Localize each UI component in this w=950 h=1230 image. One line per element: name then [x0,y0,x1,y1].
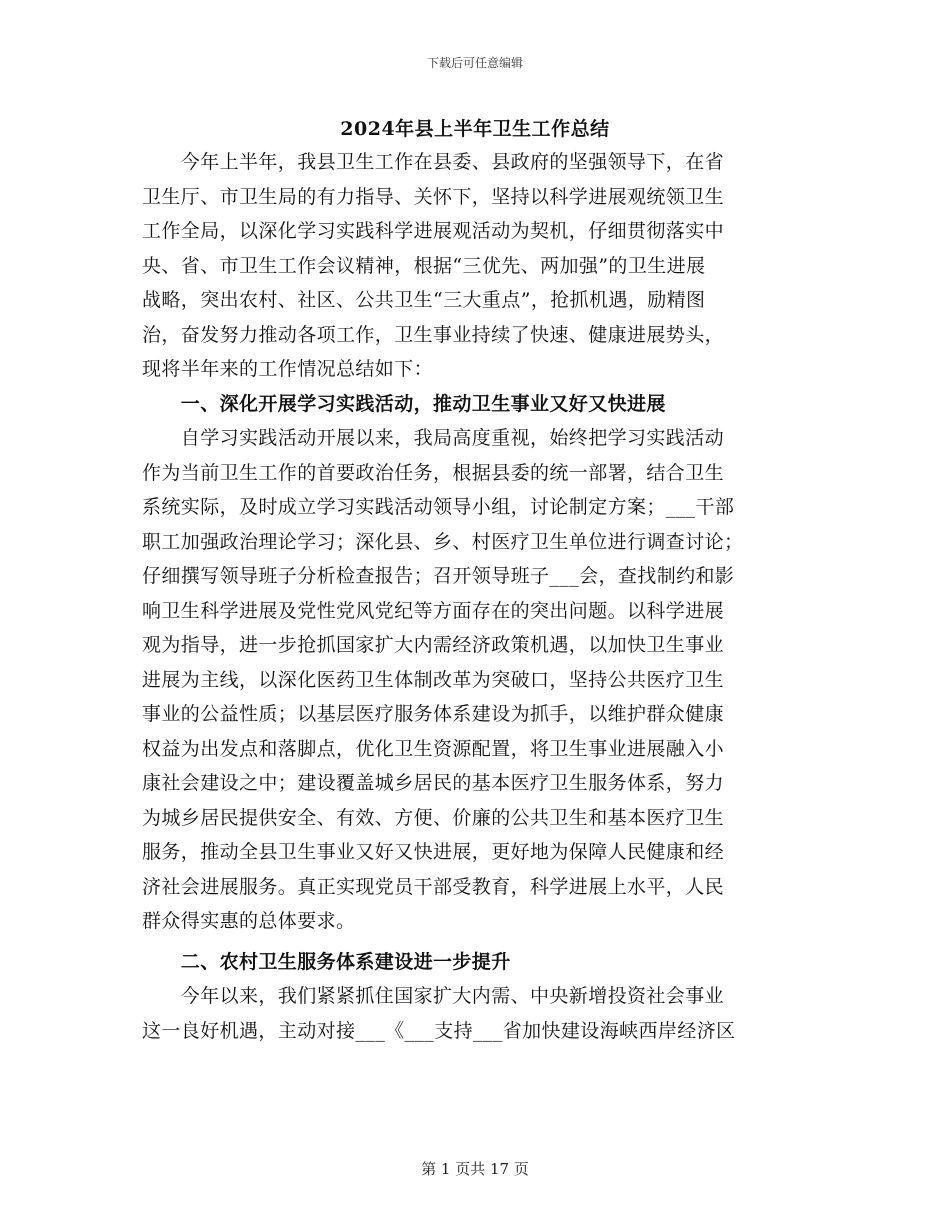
body-line: 观为指导，进一步抢抓国家扩大内需经济政策机遇，以加快卫生事业 [142,634,725,656]
body-line: 治，奋发努力推动各项工作，卫生事业持续了快速、健康进展势头， [142,323,725,346]
body-line: 这一良好机遇，主动对接___《___支持___省加快建设海峡西岸经济区 [142,1019,736,1042]
body-line: 为城乡居民提供安全、有效、方便、价廉的公共卫生和基本医疗卫生 [142,806,725,829]
body-line: 进展为主线，以深化医药卫生体制改革为突破口，坚持公共医疗卫生 [142,668,725,691]
body-line: 自学习实践活动开展以来，我局高度重视，始终把学习实践活动 [142,427,725,449]
body-line: 职工加强政治理论学习；深化县、乡、村医疗卫生单位进行调查讨论； [142,530,744,553]
document-body [142,145,808,1048]
body-line: 仔细撰写领导班子分析检查报告；召开领导班子___会，查找制约和影 [142,565,735,587]
body-line: 济社会进展服务。真正实现党员干部受教育，科学进展上水平，人民 [142,875,725,898]
body-line: 群众得实惠的总体要求。 [142,910,356,932]
section-heading-2: 二、农村卫生服务体系建设进一步提升 [142,950,511,973]
section-heading-1: 一、深化开展学习实践活动，推动卫生事业又好又快进展 [142,392,666,415]
page-footer: 第 1 页共 17 页 [421,1160,529,1178]
body-line: 今年上半年，我县卫生工作在县委、县政府的坚强领导下，在省 [142,151,725,173]
body-line: 康社会建设之中；建设覆盖城乡居民的基本医疗卫生服务体系，努力 [142,772,725,794]
body-line: 作为当前卫生工作的首要政治任务，根据县委的统一部署，结合卫生 [142,461,725,484]
body-line: 今年以来，我们紧紧抓住国家扩大内需、中央新增投资社会事业 [142,985,725,1007]
body-line: 工作全局，以深化学习实践科学进展观活动为契机，仔细贯彻落实中 [142,220,725,242]
body-line: 卫生厅、市卫生局的有力指导、关怀下，坚持以科学进展观统领卫生 [142,185,725,208]
body-line: 服务，推动全县卫生事业又好又快进展，更好地为保障人民健康和经 [142,841,725,863]
document-title: 2024年县上半年卫生工作总结 [340,118,610,140]
body-line: 战略，突出农村、社区、公共卫生“三大重点”，抢抓机遇，励精图 [142,289,706,311]
body-line: 权益为出发点和落脚点，优化卫生资源配置，将卫生事业进展融入小 [142,737,725,760]
body-line: 央、省、市卫生工作会议精神，根据“三优先、两加强”的卫生进展 [142,254,706,277]
body-line: 系统实际，及时成立学习实践活动领导小组，讨论制定方案；___干部 [142,496,735,518]
body-line: 响卫生科学进展及党性党风党纪等方面存在的突出问题。以科学进展 [142,599,725,622]
body-line: 事业的公益性质；以基层医疗服务体系建设为抓手，以维护群众健康 [142,703,725,725]
page-header: 下载后可任意编辑 [426,56,523,70]
body-line: 现将半年来的工作情况总结如下： [142,358,434,380]
